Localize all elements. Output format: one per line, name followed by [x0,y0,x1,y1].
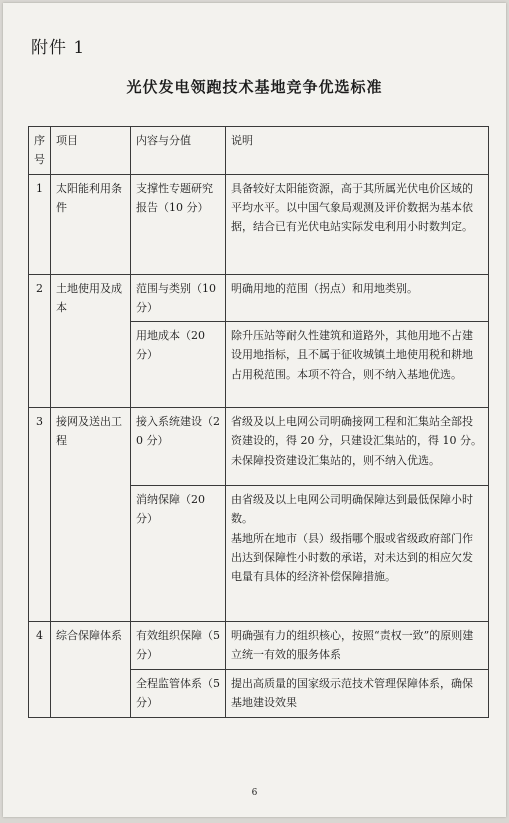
row-description: 明确强有力的组织核心，按照“责权一致”的原则建立统一有效的服务体系 [226,622,489,670]
table-header-row [29,127,489,175]
row-description-cell [226,486,489,622]
row-content: 全程监管体系（5 分） [131,669,226,717]
page-number: 6 [251,788,258,798]
header-no: 序号 [29,127,51,175]
row-description: 明确用地的范围（拐点）和用地类别。 [226,274,489,322]
header-content: 内容与分值 [131,127,226,175]
row-number: 2 [29,274,51,408]
row-description-second: 基地所在地市（县）级指哪个服或省级政府部门作出达到保障性小时数的承诺，对未达到的相应欠发电量有具体的经济补偿保障措施。 [231,531,473,583]
table-row [29,622,489,670]
row-description: 具备较好太阳能资源，高于其所属光伏电价区域的平均水平。以中国气象局观测及评价数据为基本依据，结合已有光伏电站实际发电利用小时数判定。 [226,174,489,274]
row-content: 范围与类别（10 分） [131,274,226,322]
row-number: 1 [29,174,51,274]
document-page [3,3,506,817]
row-item: 太阳能利用条件 [51,174,131,274]
row-item: 综合保障体系 [51,622,131,718]
header-item: 项目 [51,127,131,175]
table-row [29,408,489,486]
row-content: 消纳保障（20 分） [131,486,226,622]
row-item: 接网及送出工程 [51,408,131,622]
criteria-table [28,126,489,718]
row-content: 接入系统建设（20 分） [131,408,226,486]
row-description: 由省级及以上电网公司明确保障达到最低保障小时数。 [231,493,473,526]
row-description: 省级及以上电网公司明确接网工程和汇集站全部投资建设的，得 20 分，只建设汇集站的，得 10 分。未保障投资建设汇集站的，则不纳入优选。 [226,408,489,486]
row-content: 用地成本（20 分） [131,322,226,408]
row-number: 4 [29,622,51,718]
row-number: 3 [29,408,51,622]
table-row [29,274,489,322]
row-item: 土地使用及成本 [51,274,131,408]
row-content: 支撑性专题研究报告（10 分） [131,174,226,274]
attachment-label: 附件 1 [31,38,86,58]
document-title: 光伏发电领跑技术基地竞争优选标准 [126,78,383,96]
row-description: 提出高质量的国家级示范技术管理保障体系，确保基地建设效果 [226,669,489,717]
header-description: 说明 [226,127,489,175]
row-content: 有效组织保障（5 分） [131,622,226,670]
row-description: 除升压站等耐久性建筑和道路外，其他用地不占建设用地指标，且不属于征收城镇土地使用税和耕地占用税范围。本项不符合，则不纳入基地优选。 [226,322,489,408]
table-row [29,174,489,274]
